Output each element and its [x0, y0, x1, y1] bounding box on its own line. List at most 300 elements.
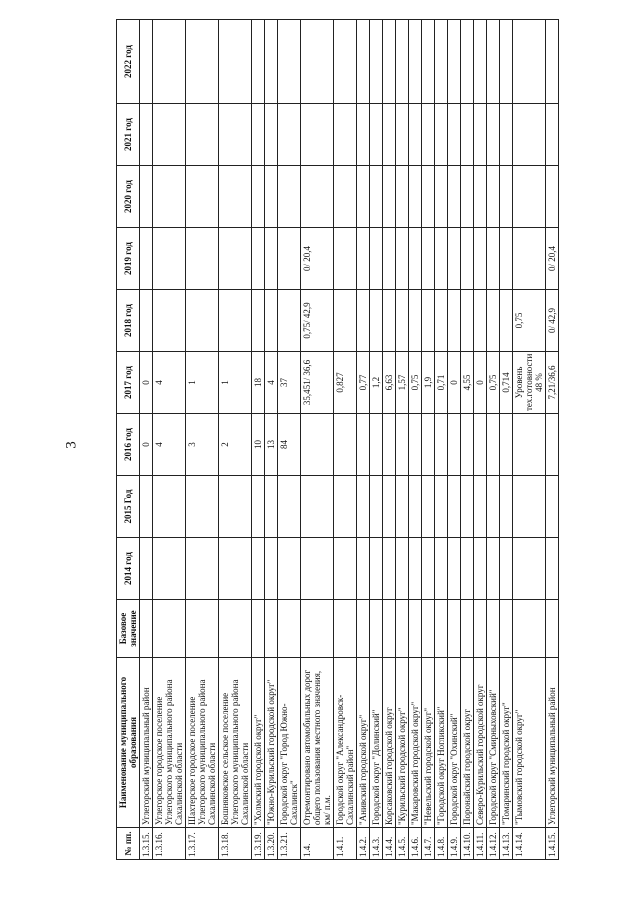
value-cell	[278, 20, 301, 104]
value-cell	[474, 104, 487, 166]
municipality-name: "Холмский городской округ"	[252, 658, 265, 828]
municipality-name: "Анивский городской округ"	[357, 658, 370, 828]
row-number: 1.4.4.	[383, 828, 396, 860]
value-cell	[448, 20, 461, 104]
value-cell	[396, 228, 409, 290]
row-number: 1.4.11.	[474, 828, 487, 860]
table-row	[396, 20, 409, 860]
value-cell	[500, 166, 513, 228]
table-row	[140, 20, 153, 860]
row-number: 1.4.9.	[448, 828, 461, 860]
value-cell	[546, 414, 559, 476]
table-row	[186, 20, 219, 860]
value-cell	[252, 476, 265, 538]
value-cell	[500, 538, 513, 600]
value-cell	[422, 228, 435, 290]
value-cell	[357, 414, 370, 476]
row-number: 1.4.10.	[461, 828, 474, 860]
header-2022: 2022 год	[117, 20, 140, 104]
row-number: 1.3.20.	[265, 828, 278, 860]
value-cell	[448, 476, 461, 538]
municipality-name: Отремонтировано автомобильных дорог общего пользования местного значения, км/ п.м.	[301, 658, 334, 828]
value-cell	[422, 20, 435, 104]
value-cell	[153, 290, 186, 352]
value-cell	[513, 600, 546, 658]
value-cell	[219, 166, 252, 228]
table-row	[357, 20, 370, 860]
value-cell: 0	[140, 414, 153, 476]
value-cell: 0	[474, 352, 487, 414]
value-cell	[396, 414, 409, 476]
value-cell	[370, 104, 383, 166]
value-cell	[265, 476, 278, 538]
value-cell: 0,827	[334, 352, 357, 414]
value-cell	[422, 538, 435, 600]
value-cell	[370, 414, 383, 476]
municipality-name: Бошняковское сельское поселение Углегорского муниципального района Сахалинской области	[219, 658, 252, 828]
value-cell	[186, 104, 219, 166]
value-cell	[186, 538, 219, 600]
value-cell: 18	[252, 352, 265, 414]
value-cell	[383, 228, 396, 290]
value-cell	[370, 290, 383, 352]
value-cell	[219, 600, 252, 658]
value-cell: 37	[278, 352, 301, 414]
value-cell	[435, 228, 448, 290]
table-row	[448, 20, 461, 860]
value-cell	[500, 228, 513, 290]
value-cell	[435, 476, 448, 538]
municipality-name: "Курильский городской округ"	[396, 658, 409, 828]
value-cell	[435, 290, 448, 352]
value-cell	[219, 20, 252, 104]
row-number: 1.4.8.	[435, 828, 448, 860]
value-cell: 0/ 42,9	[546, 290, 559, 352]
value-cell	[140, 20, 153, 104]
value-cell	[461, 476, 474, 538]
value-cell: 0,75	[487, 352, 500, 414]
value-cell	[461, 414, 474, 476]
municipality-name: "Тымовский городской округ"	[513, 658, 546, 828]
value-cell	[265, 600, 278, 658]
value-cell	[513, 166, 546, 228]
value-cell	[474, 476, 487, 538]
row-number: 1.3.21.	[278, 828, 301, 860]
value-cell	[422, 290, 435, 352]
header-2017: 2017 год	[117, 352, 140, 414]
row-number: 1.4.5.	[396, 828, 409, 860]
value-cell	[357, 228, 370, 290]
value-cell	[370, 20, 383, 104]
value-cell	[500, 20, 513, 104]
value-cell	[301, 166, 334, 228]
value-cell	[546, 538, 559, 600]
value-cell	[422, 104, 435, 166]
value-cell	[513, 228, 546, 290]
value-cell	[153, 228, 186, 290]
value-cell	[474, 414, 487, 476]
municipality-name: Северо-Курильский городской округ	[474, 658, 487, 828]
value-cell	[474, 538, 487, 600]
value-cell	[370, 538, 383, 600]
value-cell	[252, 104, 265, 166]
table-row	[513, 20, 546, 860]
value-cell	[487, 538, 500, 600]
value-cell	[301, 476, 334, 538]
value-cell	[265, 166, 278, 228]
header-num: № пп.	[117, 828, 140, 860]
municipality-name: Шахтерское городское поселение Углегорского муниципального района Сахалинской области	[186, 658, 219, 828]
value-cell	[278, 538, 301, 600]
table-row	[435, 20, 448, 860]
value-cell	[265, 290, 278, 352]
table-row	[487, 20, 500, 860]
value-cell	[461, 600, 474, 658]
municipality-name: Углегорский муниципальный район	[140, 658, 153, 828]
value-cell: 0,75	[513, 290, 546, 352]
value-cell: 4,55	[461, 352, 474, 414]
value-cell	[513, 476, 546, 538]
value-cell	[474, 20, 487, 104]
row-number: 1.3.15.	[140, 828, 153, 860]
table-row	[334, 20, 357, 860]
row-number: 1.3.16.	[153, 828, 186, 860]
value-cell	[301, 20, 334, 104]
value-cell: 0,75	[409, 352, 422, 414]
value-cell	[448, 600, 461, 658]
value-cell	[219, 104, 252, 166]
value-cell	[186, 228, 219, 290]
value-cell	[474, 228, 487, 290]
value-cell	[357, 476, 370, 538]
value-cell	[474, 290, 487, 352]
value-cell	[448, 228, 461, 290]
value-cell	[153, 600, 186, 658]
value-cell	[422, 476, 435, 538]
value-cell	[140, 600, 153, 658]
value-cell	[278, 600, 301, 658]
header-2020: 2020 год	[117, 166, 140, 228]
value-cell	[409, 538, 422, 600]
value-cell	[370, 166, 383, 228]
value-cell	[461, 104, 474, 166]
value-cell	[301, 104, 334, 166]
value-cell	[461, 538, 474, 600]
value-cell	[409, 104, 422, 166]
value-cell	[487, 228, 500, 290]
value-cell	[252, 538, 265, 600]
value-cell	[140, 538, 153, 600]
value-cell	[383, 166, 396, 228]
table-row	[474, 20, 487, 860]
value-cell	[396, 538, 409, 600]
value-cell: 7,21/36,6	[546, 352, 559, 414]
value-cell	[546, 600, 559, 658]
value-cell	[487, 166, 500, 228]
value-cell: 1,9	[422, 352, 435, 414]
value-cell	[500, 104, 513, 166]
value-cell	[278, 476, 301, 538]
value-cell	[301, 600, 334, 658]
value-cell	[422, 414, 435, 476]
value-cell	[334, 166, 357, 228]
row-number: 1.3.17.	[186, 828, 219, 860]
value-cell: 4	[153, 352, 186, 414]
value-cell: 6,63	[383, 352, 396, 414]
header-2018: 2018 год	[117, 290, 140, 352]
value-cell	[435, 414, 448, 476]
header-2014: 2014 год	[117, 538, 140, 600]
value-cell	[448, 414, 461, 476]
value-cell	[474, 166, 487, 228]
value-cell	[487, 290, 500, 352]
value-cell	[487, 476, 500, 538]
value-cell	[513, 538, 546, 600]
value-cell	[500, 290, 513, 352]
value-cell: 84	[278, 414, 301, 476]
value-cell	[334, 476, 357, 538]
value-cell	[186, 20, 219, 104]
value-cell	[409, 228, 422, 290]
row-number: 1.4.7.	[422, 828, 435, 860]
value-cell	[252, 20, 265, 104]
value-cell	[546, 476, 559, 538]
value-cell	[357, 600, 370, 658]
value-cell	[435, 166, 448, 228]
value-cell	[546, 104, 559, 166]
header-row	[117, 20, 140, 860]
value-cell	[357, 538, 370, 600]
row-number: 1.4.12.	[487, 828, 500, 860]
value-cell	[186, 476, 219, 538]
table-row	[461, 20, 474, 860]
value-cell	[513, 20, 546, 104]
header-base: Базовое значение	[117, 600, 140, 658]
municipality-name: Корсаковский городской округ	[383, 658, 396, 828]
value-cell: 10	[252, 414, 265, 476]
value-cell: 1,2	[370, 352, 383, 414]
row-number: 1.4.3.	[370, 828, 383, 860]
municipality-name: Углегорское городское поселение Углегорского муниципального района Сахалинской области	[153, 658, 186, 828]
value-cell	[448, 104, 461, 166]
value-cell: 0,71	[435, 352, 448, 414]
value-cell	[186, 600, 219, 658]
table-row	[409, 20, 422, 860]
value-cell: 0,75/ 42,9	[301, 290, 334, 352]
value-cell	[334, 104, 357, 166]
value-cell: 0/ 20,4	[301, 228, 334, 290]
row-number: 1.4.6.	[409, 828, 422, 860]
value-cell	[487, 600, 500, 658]
municipality-name: Городской округ "Долинский"	[370, 658, 383, 828]
value-cell	[140, 290, 153, 352]
value-cell	[383, 104, 396, 166]
value-cell	[396, 166, 409, 228]
value-cell	[334, 414, 357, 476]
value-cell: 1	[219, 352, 252, 414]
header-2019: 2019 год	[117, 228, 140, 290]
value-cell	[219, 228, 252, 290]
value-cell: 4	[153, 414, 186, 476]
municipality-name: Углегорский муниципальный район	[546, 658, 559, 828]
value-cell	[513, 414, 546, 476]
header-2021: 2021 год	[117, 104, 140, 166]
value-cell	[435, 600, 448, 658]
municipality-name: Поронайский городской округ	[461, 658, 474, 828]
page-number: 3	[63, 441, 80, 449]
value-cell	[153, 166, 186, 228]
value-cell	[357, 166, 370, 228]
value-cell	[409, 600, 422, 658]
value-cell	[487, 20, 500, 104]
value-cell	[265, 104, 278, 166]
value-cell	[435, 20, 448, 104]
value-cell	[278, 290, 301, 352]
value-cell	[357, 20, 370, 104]
value-cell: 13	[265, 414, 278, 476]
table-row	[153, 20, 186, 860]
value-cell	[487, 104, 500, 166]
value-cell	[435, 104, 448, 166]
value-cell	[265, 538, 278, 600]
value-cell	[396, 104, 409, 166]
value-cell: 3	[186, 414, 219, 476]
value-cell	[357, 104, 370, 166]
value-cell	[219, 538, 252, 600]
value-cell: 1,57	[396, 352, 409, 414]
value-cell	[301, 538, 334, 600]
row-number: 1.4.14.	[513, 828, 546, 860]
value-cell	[252, 166, 265, 228]
value-cell	[370, 476, 383, 538]
value-cell	[396, 600, 409, 658]
value-cell	[396, 476, 409, 538]
value-cell: 2	[219, 414, 252, 476]
value-cell	[140, 228, 153, 290]
rotated-table-container	[116, 20, 571, 860]
value-cell	[546, 166, 559, 228]
value-cell	[461, 290, 474, 352]
value-cell	[422, 166, 435, 228]
value-cell	[448, 290, 461, 352]
value-cell	[409, 20, 422, 104]
municipality-name: Городской округ "Город Южно-Сахалинск"	[278, 658, 301, 828]
value-cell	[383, 414, 396, 476]
value-cell	[334, 228, 357, 290]
value-cell	[500, 414, 513, 476]
value-cell	[448, 166, 461, 228]
table-row	[370, 20, 383, 860]
row-number: 1.4.2.	[357, 828, 370, 860]
header-2015: 2015 Год	[117, 476, 140, 538]
table-row	[500, 20, 513, 860]
value-cell	[265, 20, 278, 104]
value-cell	[334, 290, 357, 352]
table-row	[265, 20, 278, 860]
value-cell	[219, 476, 252, 538]
value-cell	[448, 538, 461, 600]
value-cell	[396, 290, 409, 352]
value-cell	[153, 538, 186, 600]
row-number: 1.4.	[301, 828, 334, 860]
municipality-name: "Невельский городской округ"	[422, 658, 435, 828]
value-cell	[278, 228, 301, 290]
value-cell	[370, 228, 383, 290]
municipality-name: Городской округ "Охинский"	[448, 658, 461, 828]
indicators-table	[116, 19, 559, 860]
value-cell: 4	[265, 352, 278, 414]
table-row	[219, 20, 252, 860]
header-name: Наименование муниципального образования	[117, 658, 140, 828]
value-cell	[383, 290, 396, 352]
row-number: 1.4.13.	[500, 828, 513, 860]
municipality-name: "Городской округ Ногликский"	[435, 658, 448, 828]
value-cell	[301, 414, 334, 476]
value-cell	[278, 104, 301, 166]
value-cell	[186, 290, 219, 352]
value-cell: 0	[448, 352, 461, 414]
value-cell	[383, 538, 396, 600]
value-cell	[334, 538, 357, 600]
value-cell	[153, 104, 186, 166]
value-cell	[409, 476, 422, 538]
table-row	[278, 20, 301, 860]
value-cell	[383, 20, 396, 104]
value-cell	[252, 228, 265, 290]
value-cell	[265, 228, 278, 290]
value-cell	[435, 538, 448, 600]
value-cell	[461, 20, 474, 104]
value-cell	[487, 414, 500, 476]
value-cell	[546, 20, 559, 104]
municipality-name: Городской округ "Смирныховский"	[487, 658, 500, 828]
value-cell	[153, 20, 186, 104]
value-cell	[252, 600, 265, 658]
value-cell	[278, 166, 301, 228]
value-cell: 0	[140, 352, 153, 414]
value-cell	[383, 600, 396, 658]
municipality-name: "Томаринский городской округ"	[500, 658, 513, 828]
value-cell	[252, 290, 265, 352]
value-cell: 0,77	[357, 352, 370, 414]
value-cell: 35,451/ 36,6	[301, 352, 334, 414]
value-cell	[409, 414, 422, 476]
row-number: 1.4.1.	[334, 828, 357, 860]
header-2016: 2016 год	[117, 414, 140, 476]
value-cell	[461, 228, 474, 290]
value-cell	[140, 104, 153, 166]
row-number: 1.4.15.	[546, 828, 559, 860]
value-cell	[500, 476, 513, 538]
value-cell	[461, 166, 474, 228]
value-cell	[140, 166, 153, 228]
value-cell	[334, 600, 357, 658]
table-row	[546, 20, 559, 860]
value-cell	[153, 476, 186, 538]
value-cell: 1	[186, 352, 219, 414]
value-cell	[370, 600, 383, 658]
value-cell	[357, 290, 370, 352]
table-body	[140, 20, 559, 860]
value-cell	[474, 600, 487, 658]
table-row	[252, 20, 265, 860]
value-cell: 0/ 20,4	[546, 228, 559, 290]
municipality-name: "Южно-Курильский городской округ"	[265, 658, 278, 828]
value-cell	[186, 166, 219, 228]
value-cell	[383, 476, 396, 538]
value-cell	[409, 290, 422, 352]
table-row	[301, 20, 334, 860]
